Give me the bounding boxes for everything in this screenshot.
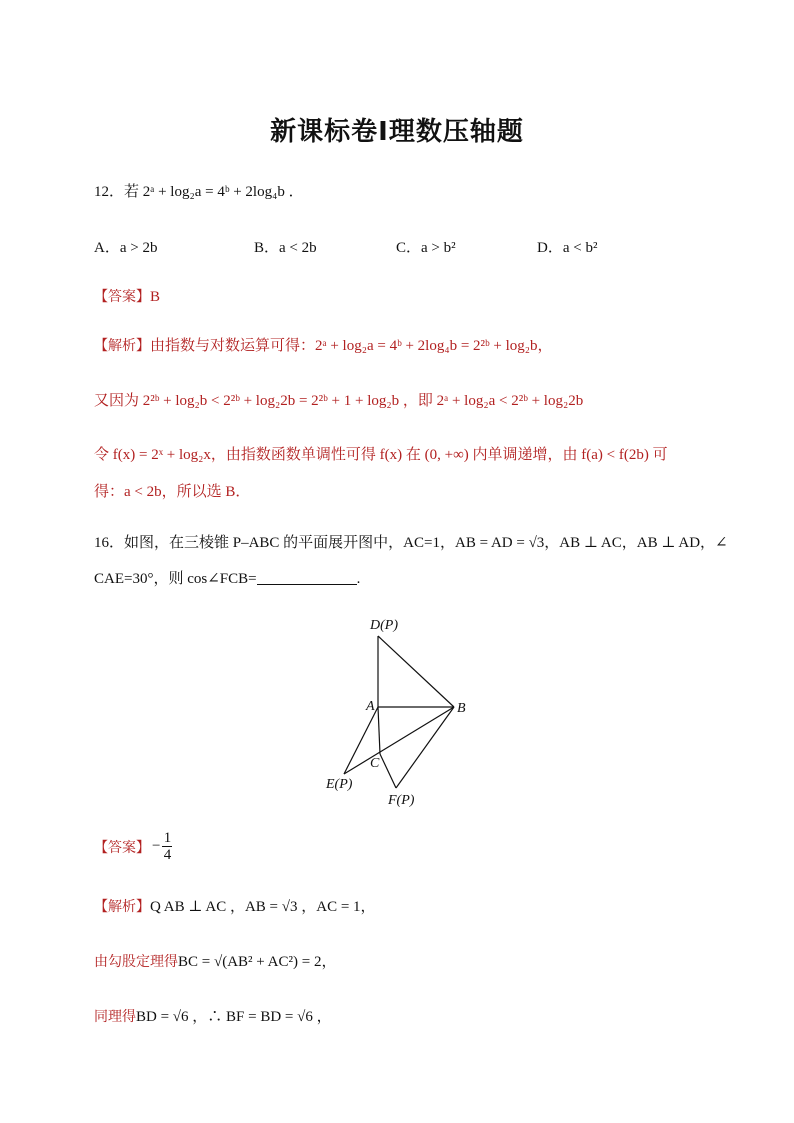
edge-BF <box>396 707 454 788</box>
q12-analysis-line-4: 得：a < 2b，所以选 B． <box>94 484 251 500</box>
q16-analysis-line-1 <box>94 897 376 917</box>
answer-label: 【答案】 <box>94 289 150 305</box>
page-title: 新课标卷Ⅰ理数压轴题 <box>270 117 524 147</box>
edge-CF <box>380 754 396 788</box>
analysis-label: 【解析】 <box>94 899 150 915</box>
q12-analysis-line-3: 令 f(x) = 2ˣ + log₂x，由指数函数单调性可得 f(x) 在 (0, +∞) 内单调递增，由 f(a) < f(2b) 可 <box>94 447 668 463</box>
q16-analysis-line-2 <box>94 952 336 972</box>
analysis-text: 由指数与对数运算可得：2ᵃ + log₂a = 4ᵇ + 2log₄b = 2²ᵇ + log₂b， <box>150 338 553 354</box>
edge-DB <box>378 636 454 707</box>
analysis-text: BC = √(AB² + AC²) = 2， <box>178 954 337 970</box>
q12-option-c: C．a > b² <box>396 240 456 256</box>
q16-stem-text: CAE=30°，则 cos∠FCB= <box>94 571 257 587</box>
answer-label: 【答案】 <box>94 839 150 856</box>
q12-option-a: A．a > 2b <box>94 240 158 256</box>
q12-analysis-line-2: 又因为 2²ᵇ + log₂b < 2²ᵇ + log₂2b = 2²ᵇ + 1 + log₂b ，即 2ᵃ + log₂a < 2²ᵇ + log₂2b <box>94 393 584 409</box>
label-C: C <box>370 756 380 771</box>
q16-analysis-line-3 <box>94 1007 332 1027</box>
q16-stem-line-1: 16．如图，在三棱锥 P–ABC 的平面展开图中，AC=1，AB = AD = √3，AB ⊥ AC，AB ⊥ AD，∠ <box>94 535 728 551</box>
fraction-denominator: 4 <box>163 847 172 863</box>
q16-stem-line-2 <box>94 569 360 589</box>
answer-blank <box>257 570 357 585</box>
q12-analysis-line-1 <box>94 336 553 356</box>
analysis-text: BD = √6 ，∴ BF = BD = √6 ， <box>136 1009 332 1025</box>
figure-lines <box>344 636 454 788</box>
fraction-numerator: 1 <box>163 830 172 846</box>
label-F: F(P) <box>388 793 415 808</box>
edge-AC <box>378 707 380 754</box>
q12-answer <box>94 287 160 307</box>
answer-value: B <box>150 289 161 305</box>
analysis-label: 【解析】 <box>94 338 150 354</box>
q12-stem: 12．若 2ᵃ + log₂a = 4ᵇ + 2log₄b ． <box>94 184 304 200</box>
label-B: B <box>457 701 466 716</box>
analysis-text: Q AB ⊥ AC ，AB = √3 ，AC = 1， <box>150 899 376 915</box>
analysis-lead: 由勾股定理得 <box>94 954 178 970</box>
q12-option-d: D．a < b² <box>537 240 598 256</box>
net-figure <box>320 612 480 812</box>
analysis-lead: 同理得 <box>94 1009 136 1025</box>
answer-fraction <box>162 830 172 863</box>
label-E: E(P) <box>326 777 353 792</box>
q16-stem-end: . <box>356 571 361 587</box>
label-A: A <box>366 699 375 714</box>
label-D: D(P) <box>370 618 398 633</box>
q12-option-b: B．a < 2b <box>254 240 317 256</box>
q16-answer <box>94 830 172 863</box>
answer-sign: − <box>152 838 161 854</box>
